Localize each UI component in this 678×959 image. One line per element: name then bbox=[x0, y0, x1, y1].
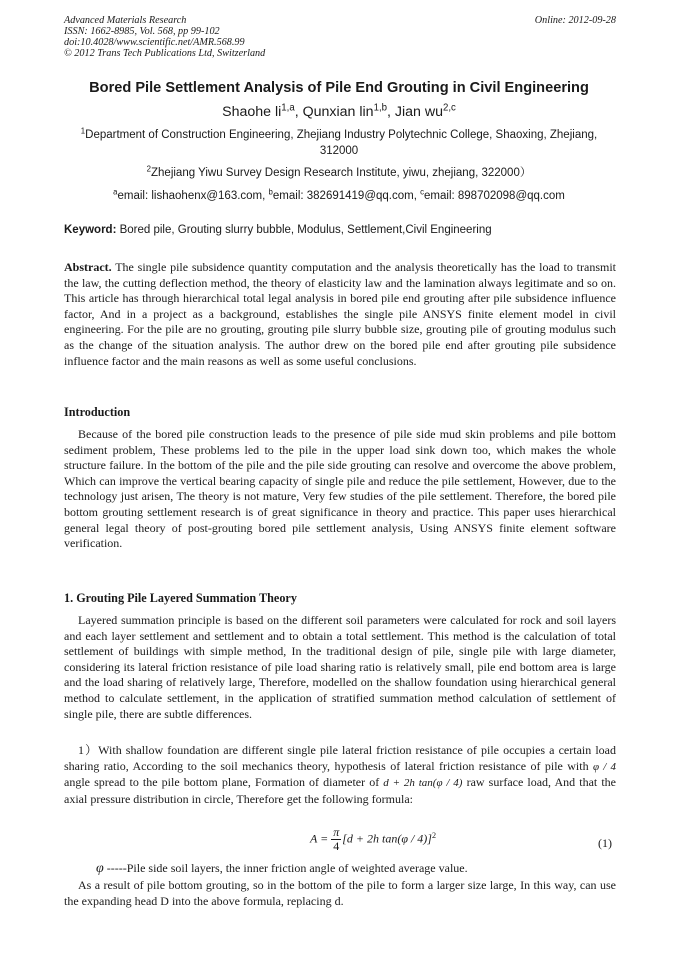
affiliation-1 bbox=[70, 127, 608, 159]
doi-line: doi:10.4028/www.scientific.net/AMR.568.99 bbox=[64, 37, 245, 48]
author-name: Qunxian lin bbox=[302, 104, 374, 120]
email-list bbox=[70, 188, 608, 204]
section-1-heading: 1. Grouting Pile Layered Summation Theory bbox=[64, 591, 297, 605]
email-a[interactable]: email: lishaohenx@163.com, bbox=[117, 190, 269, 202]
equation-fraction bbox=[331, 826, 341, 853]
para-2-text-c: raw surface load, And that the axial pressure distribution in circle, Therefore get the following formula: bbox=[64, 775, 617, 806]
publication-meta bbox=[64, 15, 616, 59]
author-name: Jian wu bbox=[394, 104, 443, 120]
abstract-text: The single pile subsidence quantity computation and the analysis theoretically has the load to transmit the law, the cutting deflection method, the theory of elasticity law and the lamination always legitimate and so on. This article has through hierarchical total legal analysis in bored pile end grouting after pile subsidence influence factor, And in a project as a background, establishes the single pile ANSYS finite element model in civil engineering. For the pile are no grouting, grouting pile slurry bubble size, grouting pile of grouting modulus such as the change of the situation analysis. The author drew on the bored pile end after grouting pile subsidence influence factor and the main reasons as well as some useful conclusions. bbox=[64, 260, 616, 368]
affiliation-text: Department of Construction Engineering, Zhejiang Industry Polytechnic College, Shaoxing, Zhejiang, 312000 bbox=[85, 129, 598, 157]
affiliation-text: Zhejiang Yiwu Survey Design Research Institute, yiwu, zhejiang, 322000） bbox=[151, 167, 532, 179]
affiliation-sup: 2 bbox=[146, 164, 151, 174]
para-2-text-b: angle spread to the pile bottom plane, Formation of diameter of bbox=[64, 775, 384, 790]
equation-formula bbox=[310, 826, 436, 853]
equation-exponent: 2 bbox=[431, 830, 437, 840]
issn-line: ISSN: 1662-8985, Vol. 568, pp 99-102 bbox=[64, 26, 220, 37]
author-separator: , bbox=[386, 104, 395, 120]
keyword-text: Bored pile, Grouting slurry bubble, Modulus, Settlement,Civil Engineering bbox=[116, 224, 492, 236]
email-sup: a bbox=[113, 187, 118, 197]
paper-title: Bored Pile Settlement Analysis of Pile End Grouting in Civil Engineering bbox=[89, 80, 589, 96]
phi-definition-text: -----Pile side soil layers, the inner friction angle of weighted average value. bbox=[103, 861, 468, 875]
affiliation-sup: 1 bbox=[80, 126, 86, 136]
section-1-para-2 bbox=[64, 743, 616, 807]
diameter-expression: d + 2h tan(φ / 4) bbox=[383, 777, 463, 790]
equation-1 bbox=[64, 826, 616, 862]
abstract-label: Abstract. bbox=[64, 260, 112, 274]
section-1-para-3: As a result of pile bottom grouting, so in the bottom of the pile to form a larger size large, In this way, can use the expanding head D into the above formula, replacing d. bbox=[64, 878, 616, 908]
email-c[interactable]: email: 898702098@qq.com bbox=[424, 190, 565, 202]
email-b[interactable]: email: 382691419@qq.com, bbox=[272, 190, 421, 202]
author-separator: , bbox=[294, 104, 303, 120]
email-sup: b bbox=[268, 187, 273, 197]
fraction-denominator: 4 bbox=[333, 839, 340, 853]
online-date: Online: 2012-09-28 bbox=[534, 15, 616, 26]
author-affil-sup: 1,a bbox=[281, 102, 295, 114]
affiliation-2 bbox=[70, 165, 608, 181]
phi-symbol: φ bbox=[96, 861, 104, 876]
journal-name: Advanced Materials Research bbox=[64, 15, 187, 26]
keywords bbox=[64, 224, 616, 236]
copyright-line: © 2012 Trans Tech Publications Ltd, Switzerland bbox=[64, 48, 266, 59]
abstract bbox=[64, 260, 616, 369]
introduction-heading: Introduction bbox=[64, 405, 131, 419]
introduction-text: Because of the bored pile construction leads to the presence of pile side mud skin problems and pile bottom sediment problem, These problems led to the pile in the upper load sink down too, which makes the whole structure failure. In the bottom of the pile and the pile side grouting can resolve and overcome the above problem, Which can improve the vertical bearing capacity of single pile and reduce the pile settlement, However, due to the technology just arisen, The theory is not mature, Very few studies of the pile settlement. Therefore, the bored pile bottom grouting settlement research is of great significance in theory and practice. This paper uses hierarchical general legal theory of post-grouting bored pile settlement analysis, Using ANSYS finite element software verification. bbox=[64, 427, 616, 551]
equation-body: [d + 2h tan(φ / 4)] bbox=[342, 831, 432, 846]
author-affil-sup: 1,b bbox=[373, 102, 387, 114]
fraction-numerator: π bbox=[333, 825, 340, 839]
para-2-text-a: 1）With shallow foundation are different single pile lateral friction resistance of pile occupies a certain load sharing ratio, According to the soil mechanics theory, hypothesis of lateral friction resistance of pile with bbox=[64, 743, 616, 773]
author-affil-sup: 2,c bbox=[442, 102, 456, 114]
equation-number: (1) bbox=[598, 836, 612, 850]
equation-lhs: A = bbox=[310, 831, 329, 846]
author-name: Shaohe li bbox=[222, 104, 282, 120]
keyword-label: Keyword: bbox=[64, 224, 117, 236]
email-sup: c bbox=[420, 187, 425, 197]
section-1-para-1: Layered summation principle is based on the different soil parameters were calculated for rock and soil layers and each layer settlement and settlement and to obtain a total settlement. This method is the calculation of total settlement of buildings with simple method, In the traditional design of pile, single pile with large diameter, considering its lateral friction resistance of pile load sharing ratio is relatively small, pile end bottom area is large and the load sharing of relatively large, Therefore, modelled on the shallow foundation using hierarchical general method to calculate settlement, in the application of stratified summation method calculation of settlement of single pile, there are subtle differences. bbox=[64, 613, 616, 721]
phi-definition bbox=[96, 861, 468, 877]
phi-over-4: φ / 4 bbox=[593, 760, 616, 773]
author-list bbox=[40, 104, 638, 120]
